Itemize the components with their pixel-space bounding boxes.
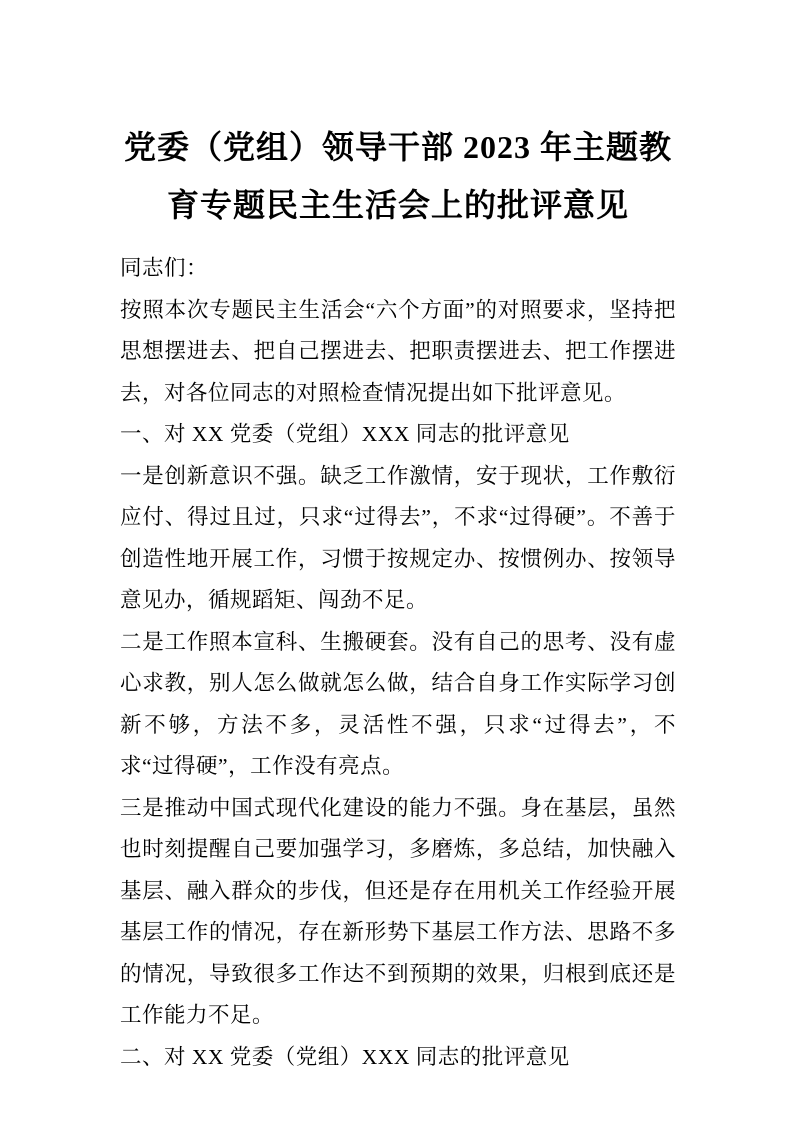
document-body bbox=[120, 248, 676, 1078]
section-heading-1: 一、对 XX 党委（党组）XXX 同志的批评意见 bbox=[120, 422, 570, 446]
criticism-paragraph-1: 一是创新意识不强。缺乏工作激情，安于现状，工作敷衍应付、得过且过，只求“过得去”，不求“过得硬”。不善于创造性地开展工作，习惯于按规定办、按惯例办、按领导意见办，循规蹈矩、闯劲不足。 bbox=[120, 463, 676, 612]
criticism-paragraph-2: 二是工作照本宣科、生搬硬套。没有自己的思考、没有虚心求教，别人怎么做就怎么做，结合自身工作实际学习创新不够，方法不多，灵活性不强，只求“过得去”，不求“过得硬”，工作没有亮点。 bbox=[120, 629, 676, 778]
salutation: 同志们： bbox=[120, 256, 209, 280]
document-title: 党委（党组）领导干部 2023 年主题教育专题民主生活会上的批评意见 bbox=[123, 129, 672, 223]
section-heading-2: 二、对 XX 党委（党组）XXX 同志的批评意见 bbox=[120, 1044, 570, 1069]
criticism-paragraph-3: 三是推动中国式现代化建设的能力不强。身在基层，虽然也时刻提醒自己要加强学习，多磨炼，多总结，加快融入基层、融入群众的步伐，但还是存在用机关工作经验开展基层工作的情况，存在新形势下基层工作方法、思路不多的情况，导致很多工作达不到预期的效果，归根到底还是工作能力不足。 bbox=[120, 795, 676, 1027]
intro-paragraph: 按照本次专题民主生活会“六个方面”的对照要求，坚持把思想摆进去、把自己摆进去、把职责摆进去、把工作摆进去，对各位同志的对照检查情况提出如下批评意见。 bbox=[120, 297, 676, 405]
